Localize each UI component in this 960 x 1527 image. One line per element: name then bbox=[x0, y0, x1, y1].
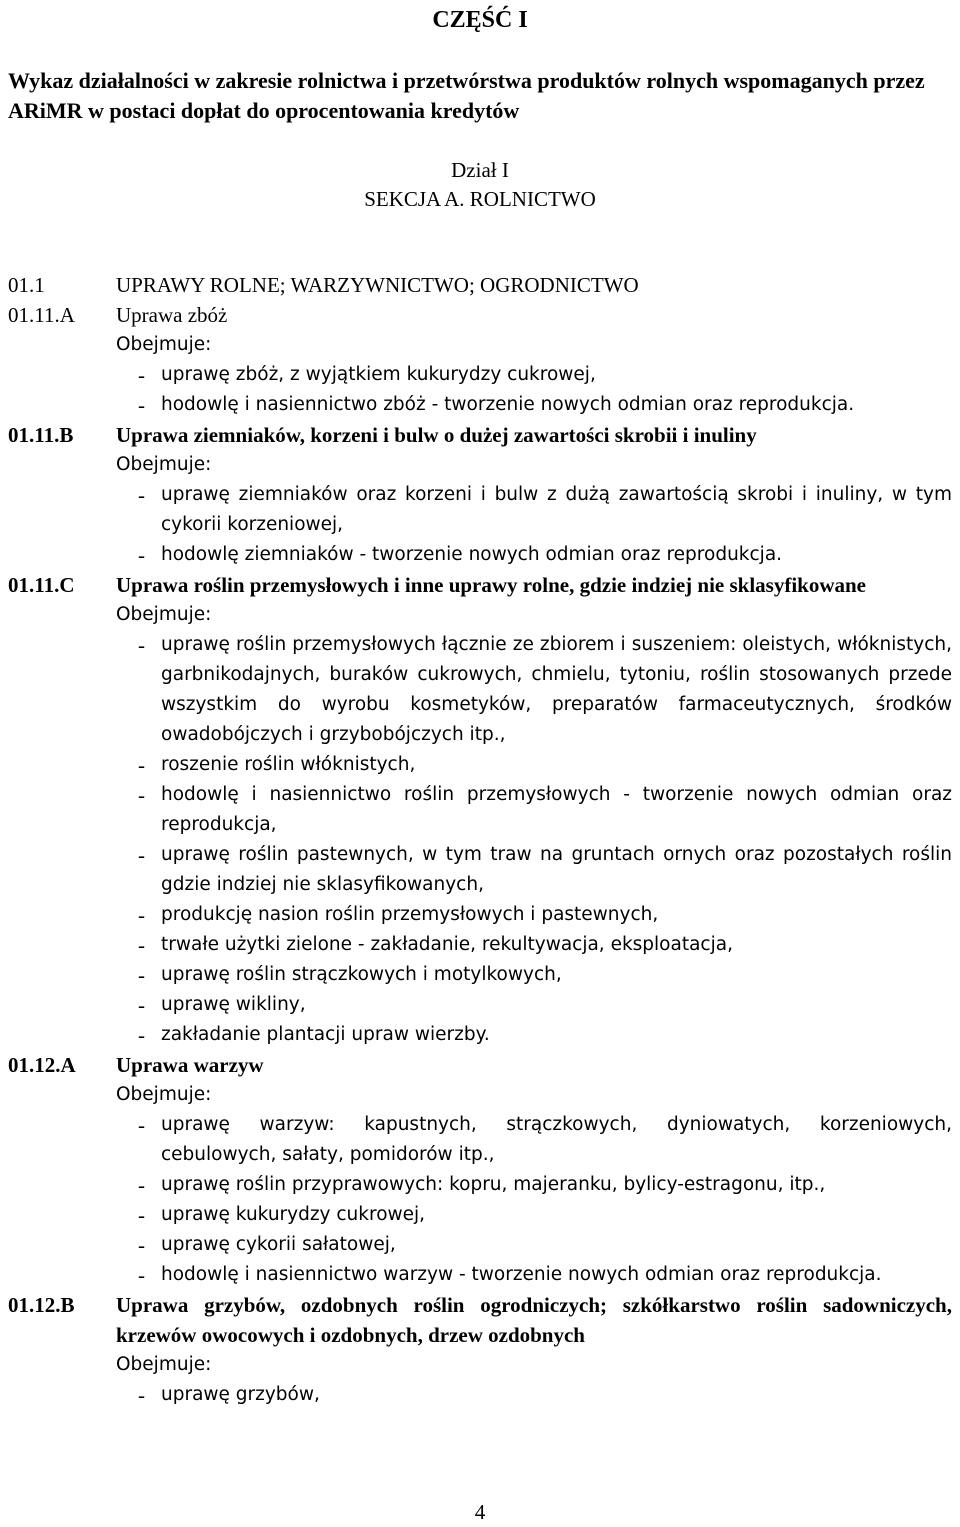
list-item: - uprawę warzyw: kapustnych, strączkowych, dyniowatych, korzeniowych, cebulowych, sałaty, pomidorów itp., bbox=[138, 1113, 952, 1165]
section-title: UPRAWY ROLNE; WARZYWNICTWO; OGRODNICTWO bbox=[116, 273, 639, 297]
list-item: - uprawę roślin przemysłowych łącznie ze zbiorem i suszeniem: oleistych, włóknistych, garbnikodajnych, buraków cukrowych, chmielu, tytoniu, roślin stosowanych przede wszystkim do wyrobu kosmetyków, preparatów farmaceutycznych, środków owadobójczych i grzybobójczych itp., bbox=[138, 633, 952, 745]
list-item: - hodowlę ziemniaków - tworzenie nowych odmian oraz reprodukcja. bbox=[138, 543, 783, 567]
list-item: - uprawę grzybów, bbox=[138, 1383, 320, 1407]
section-title: Uprawa zbóż bbox=[116, 303, 228, 327]
list-item: - roszenie roślin włóknistych, bbox=[138, 753, 416, 777]
list-item: - produkcję nasion roślin przemysłowych i pastewnych, bbox=[138, 903, 659, 927]
list-item: - hodowlę i nasiennictwo roślin przemysłowych - tworzenie nowych odmian oraz reprodukcja, bbox=[138, 783, 952, 835]
section-01-11-c bbox=[8, 570, 952, 1050]
section-code: 01.11.A bbox=[8, 303, 75, 327]
section-title: Uprawa ziemniaków, korzeni i bulw o dużej zawartości skrobii i inuliny bbox=[116, 423, 757, 447]
sekcja-label: SEKCJA A. ROLNICTWO bbox=[364, 187, 596, 211]
obejmuje-label: Obejmuje: bbox=[116, 1354, 212, 1375]
section-code: 01.1 bbox=[8, 273, 45, 297]
section-01-12-b bbox=[8, 1290, 952, 1410]
list-item: - uprawę roślin strączkowych i motylkowych, bbox=[138, 963, 562, 987]
list-item: - uprawę cykorii sałatowej, bbox=[138, 1233, 396, 1257]
obejmuje-label: Obejmuje: bbox=[116, 604, 212, 625]
section-01-12-a bbox=[8, 1050, 952, 1290]
section-01-11-b bbox=[8, 420, 952, 570]
obejmuje-label: Obejmuje: bbox=[116, 334, 212, 355]
section-code: 01.11.C bbox=[8, 573, 75, 597]
obejmuje-label: Obejmuje: bbox=[116, 1084, 212, 1105]
section-code: 01.12.A bbox=[8, 1053, 76, 1077]
section-01-1 bbox=[8, 270, 952, 300]
list-item: - uprawę wikliny, bbox=[138, 993, 306, 1017]
section-01-11-a bbox=[8, 300, 952, 420]
list-item: - hodowlę i nasiennictwo warzyw - tworzenie nowych odmian oraz reprodukcja. bbox=[138, 1263, 882, 1287]
part-title: CZĘŚĆ I bbox=[432, 7, 528, 33]
section-code: 01.11.B bbox=[8, 423, 74, 447]
list-item: - hodowlę i nasiennictwo zbóż - tworzenie nowych odmian oraz reprodukcja. bbox=[138, 393, 855, 417]
section-title: Uprawa warzyw bbox=[116, 1053, 264, 1077]
section-title: Uprawa roślin przemysłowych i inne uprawy rolne, gdzie indziej nie sklasyfikowane bbox=[116, 573, 867, 597]
section-title: Uprawa grzybów, ozdobnych roślin ogrodniczych; szkółkarstwo roślin sadowniczych, krzewów owocowych i ozdobnych, drzew ozdobnych bbox=[116, 1293, 952, 1347]
page-number: 4 bbox=[474, 1500, 486, 1524]
list-item: - uprawę roślin przyprawowych: kopru, majeranku, bylicy-estragonu, itp., bbox=[138, 1173, 826, 1197]
list-item: - uprawę ziemniaków oraz korzeni i bulw z dużą zawartością skrobi i inuliny, w tym cykorii korzeniowej, bbox=[138, 483, 952, 535]
dzial-label: Dział I bbox=[451, 158, 509, 182]
section-code: 01.12.B bbox=[8, 1293, 75, 1317]
list-item: - zakładanie plantacji upraw wierzby. bbox=[138, 1023, 490, 1047]
list-item: - trwałe użytki zielone - zakładanie, rekultywacja, eksploatacja, bbox=[138, 933, 733, 957]
obejmuje-label: Obejmuje: bbox=[116, 454, 212, 475]
list-item: - uprawę roślin pastewnych, w tym traw na gruntach ornych oraz pozostałych roślin gdzie indziej nie sklasyfikowanych, bbox=[138, 843, 952, 895]
division-heading bbox=[0, 156, 960, 214]
sections-list bbox=[8, 270, 952, 1410]
list-item: - uprawę zbóż, z wyjątkiem kukurydzy cukrowej, bbox=[138, 363, 596, 387]
list-item: - uprawę kukurydzy cukrowej, bbox=[138, 1203, 426, 1227]
document-title: Wykaz działalności w zakresie rolnictwa i przetwórstwa produktów rolnych wspomaganych przez ARiMR w postaci dopłat do oprocentowania kredytów bbox=[8, 68, 925, 123]
